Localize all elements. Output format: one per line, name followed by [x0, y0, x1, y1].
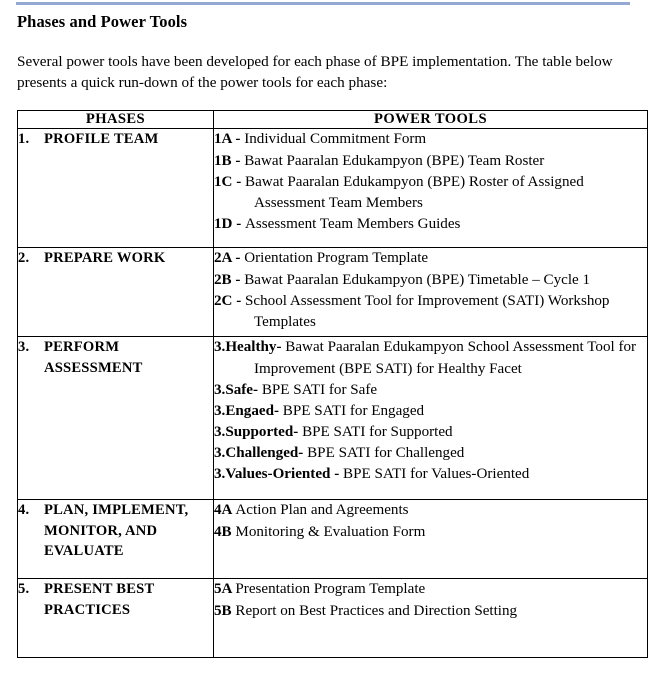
power-tool-separator: -: [293, 423, 303, 440]
phase-entry: [18, 337, 213, 377]
table-row: [18, 129, 648, 248]
power-tool-description: BPE SATI for Supported: [302, 423, 453, 440]
power-tool-description: School Assessment Tool for Improvement (SATI) Workshop Templates: [245, 292, 610, 330]
phase-entry: [18, 129, 213, 149]
phase-name: PREPARE WORK: [44, 250, 166, 267]
power-tool-code: 5B: [214, 602, 232, 619]
power-tool-description: Assessment Team Members Guides: [245, 215, 461, 232]
power-tool-code: 1A: [214, 131, 232, 148]
column-header-power-tools: POWER TOOLS: [214, 110, 648, 129]
power-tool-separator: -: [232, 292, 246, 309]
document-content: [17, 12, 647, 658]
power-tool-separator: -: [231, 152, 245, 169]
power-tool-description: Bawat Paaralan Edukampyon School Assessment Tool for Improvement (BPE SATI) for Healthy Facet: [254, 339, 637, 377]
power-tool-code: 3.Safe: [214, 381, 253, 398]
table-row: [18, 248, 648, 337]
power-tool-separator: -: [330, 466, 343, 483]
power-tool-code: 2C: [214, 292, 233, 309]
power-tool-description: Orientation Program Template: [244, 250, 429, 267]
phase-cell: [18, 337, 214, 500]
phases-power-tools-table: [17, 110, 648, 659]
power-tool-item: [214, 337, 647, 379]
power-tool-code: 1C: [214, 173, 233, 190]
power-tool-item: [214, 380, 647, 401]
power-tool-item: [214, 443, 647, 464]
power-tool-separator: -: [232, 173, 246, 190]
power-tools-cell: [214, 129, 648, 248]
table-row: [18, 500, 648, 579]
phase-number: 4.: [18, 502, 30, 519]
table-body: [18, 129, 648, 658]
power-tool-description: Bawat Paaralan Edukampyon (BPE) Timetable – Cycle 1: [244, 271, 591, 288]
power-tool-separator: -: [273, 402, 283, 419]
power-tool-item: [214, 151, 647, 172]
phase-number: 1.: [18, 131, 30, 148]
phase-name: PLAN, IMPLEMENT, MONITOR, AND EVALUATE: [44, 502, 189, 559]
page-title: Phases and Power Tools: [17, 12, 188, 31]
phase-name: PRESENT BEST PRACTICES: [44, 581, 155, 618]
power-tools-cell: [214, 500, 648, 579]
phase-cell: [18, 500, 214, 579]
power-tools-cell: [214, 337, 648, 500]
phase-number: 2.: [18, 250, 30, 267]
power-tool-item: [214, 401, 647, 422]
power-tool-separator: -: [231, 250, 245, 267]
power-tool-separator: -: [253, 381, 262, 398]
power-tool-description: Monitoring & Evaluation Form: [235, 523, 426, 540]
power-tool-item: [214, 522, 647, 543]
intro-paragraph: Several power tools have been developed for each phase of BPE implementation. The table below presents a quick run-down of the power tools for each phase:: [17, 52, 613, 92]
power-tool-code: 3.Engaed: [214, 402, 274, 419]
phase-cell: [18, 248, 214, 337]
power-tool-description: BPE SATI for Challenged: [307, 445, 465, 462]
power-tool-item: [214, 601, 647, 622]
table-row: [18, 579, 648, 658]
power-tool-item: [214, 129, 647, 150]
header-accent-rule: [16, 2, 630, 5]
power-tool-description: BPE SATI for Engaged: [282, 402, 425, 419]
power-tool-code: 4B: [214, 523, 232, 540]
power-tool-description: Individual Commitment Form: [244, 131, 427, 148]
power-tool-separator: -: [276, 339, 286, 356]
power-tool-code: 3.Challenged: [214, 445, 299, 462]
power-tool-description: BPE SATI for Values-Oriented: [343, 466, 530, 483]
phase-entry: [18, 248, 213, 268]
power-tool-code: 2A: [214, 250, 232, 267]
power-tool-description: Report on Best Practices and Direction Setting: [235, 602, 518, 619]
power-tool-item: [214, 270, 647, 291]
power-tool-code: 1B: [214, 152, 232, 169]
power-tool-code: 3.Values-Oriented: [214, 466, 331, 483]
power-tool-item: [214, 422, 647, 443]
table-header-row: [18, 110, 648, 129]
phase-cell: [18, 579, 214, 658]
power-tool-item: [214, 248, 647, 269]
power-tool-description: Bawat Paaralan Edukampyon (BPE) Team Roster: [244, 152, 545, 169]
phase-name: PROFILE TEAM: [44, 131, 159, 148]
power-tool-code: 3.Supported: [214, 423, 294, 440]
power-tool-code: 5A: [214, 581, 232, 598]
power-tool-code: 1D: [214, 215, 233, 232]
power-tool-item: [214, 500, 647, 521]
power-tool-separator: -: [298, 445, 308, 462]
power-tool-description: BPE SATI for Safe: [261, 381, 378, 398]
power-tool-description: Presentation Program Template: [235, 581, 426, 598]
power-tool-item: [214, 291, 647, 333]
power-tools-cell: [214, 248, 648, 337]
table-row: [18, 337, 648, 500]
power-tool-code: 2B: [214, 271, 232, 288]
power-tool-description: Action Plan and Agreements: [235, 502, 409, 519]
power-tool-item: [214, 214, 647, 235]
power-tool-code: 3.Healthy: [214, 339, 277, 356]
phase-cell: [18, 129, 214, 248]
column-header-phases: PHASES: [18, 110, 214, 129]
phase-name: PERFORM ASSESSMENT: [44, 339, 143, 376]
phase-entry: [18, 500, 213, 560]
phase-number: 5.: [18, 581, 30, 598]
power-tool-item: [214, 579, 647, 600]
power-tools-cell: [214, 579, 648, 658]
phase-entry: [18, 579, 213, 619]
power-tool-item: [214, 464, 647, 485]
power-tool-code: 4A: [214, 502, 232, 519]
power-tool-item: [214, 172, 647, 214]
power-tool-description: Bawat Paaralan Edukampyon (BPE) Roster of Assigned Assessment Team Members: [245, 173, 584, 211]
power-tool-separator: -: [231, 131, 245, 148]
power-tool-separator: -: [232, 215, 246, 232]
phase-number: 3.: [18, 339, 30, 356]
power-tool-separator: -: [231, 271, 245, 288]
